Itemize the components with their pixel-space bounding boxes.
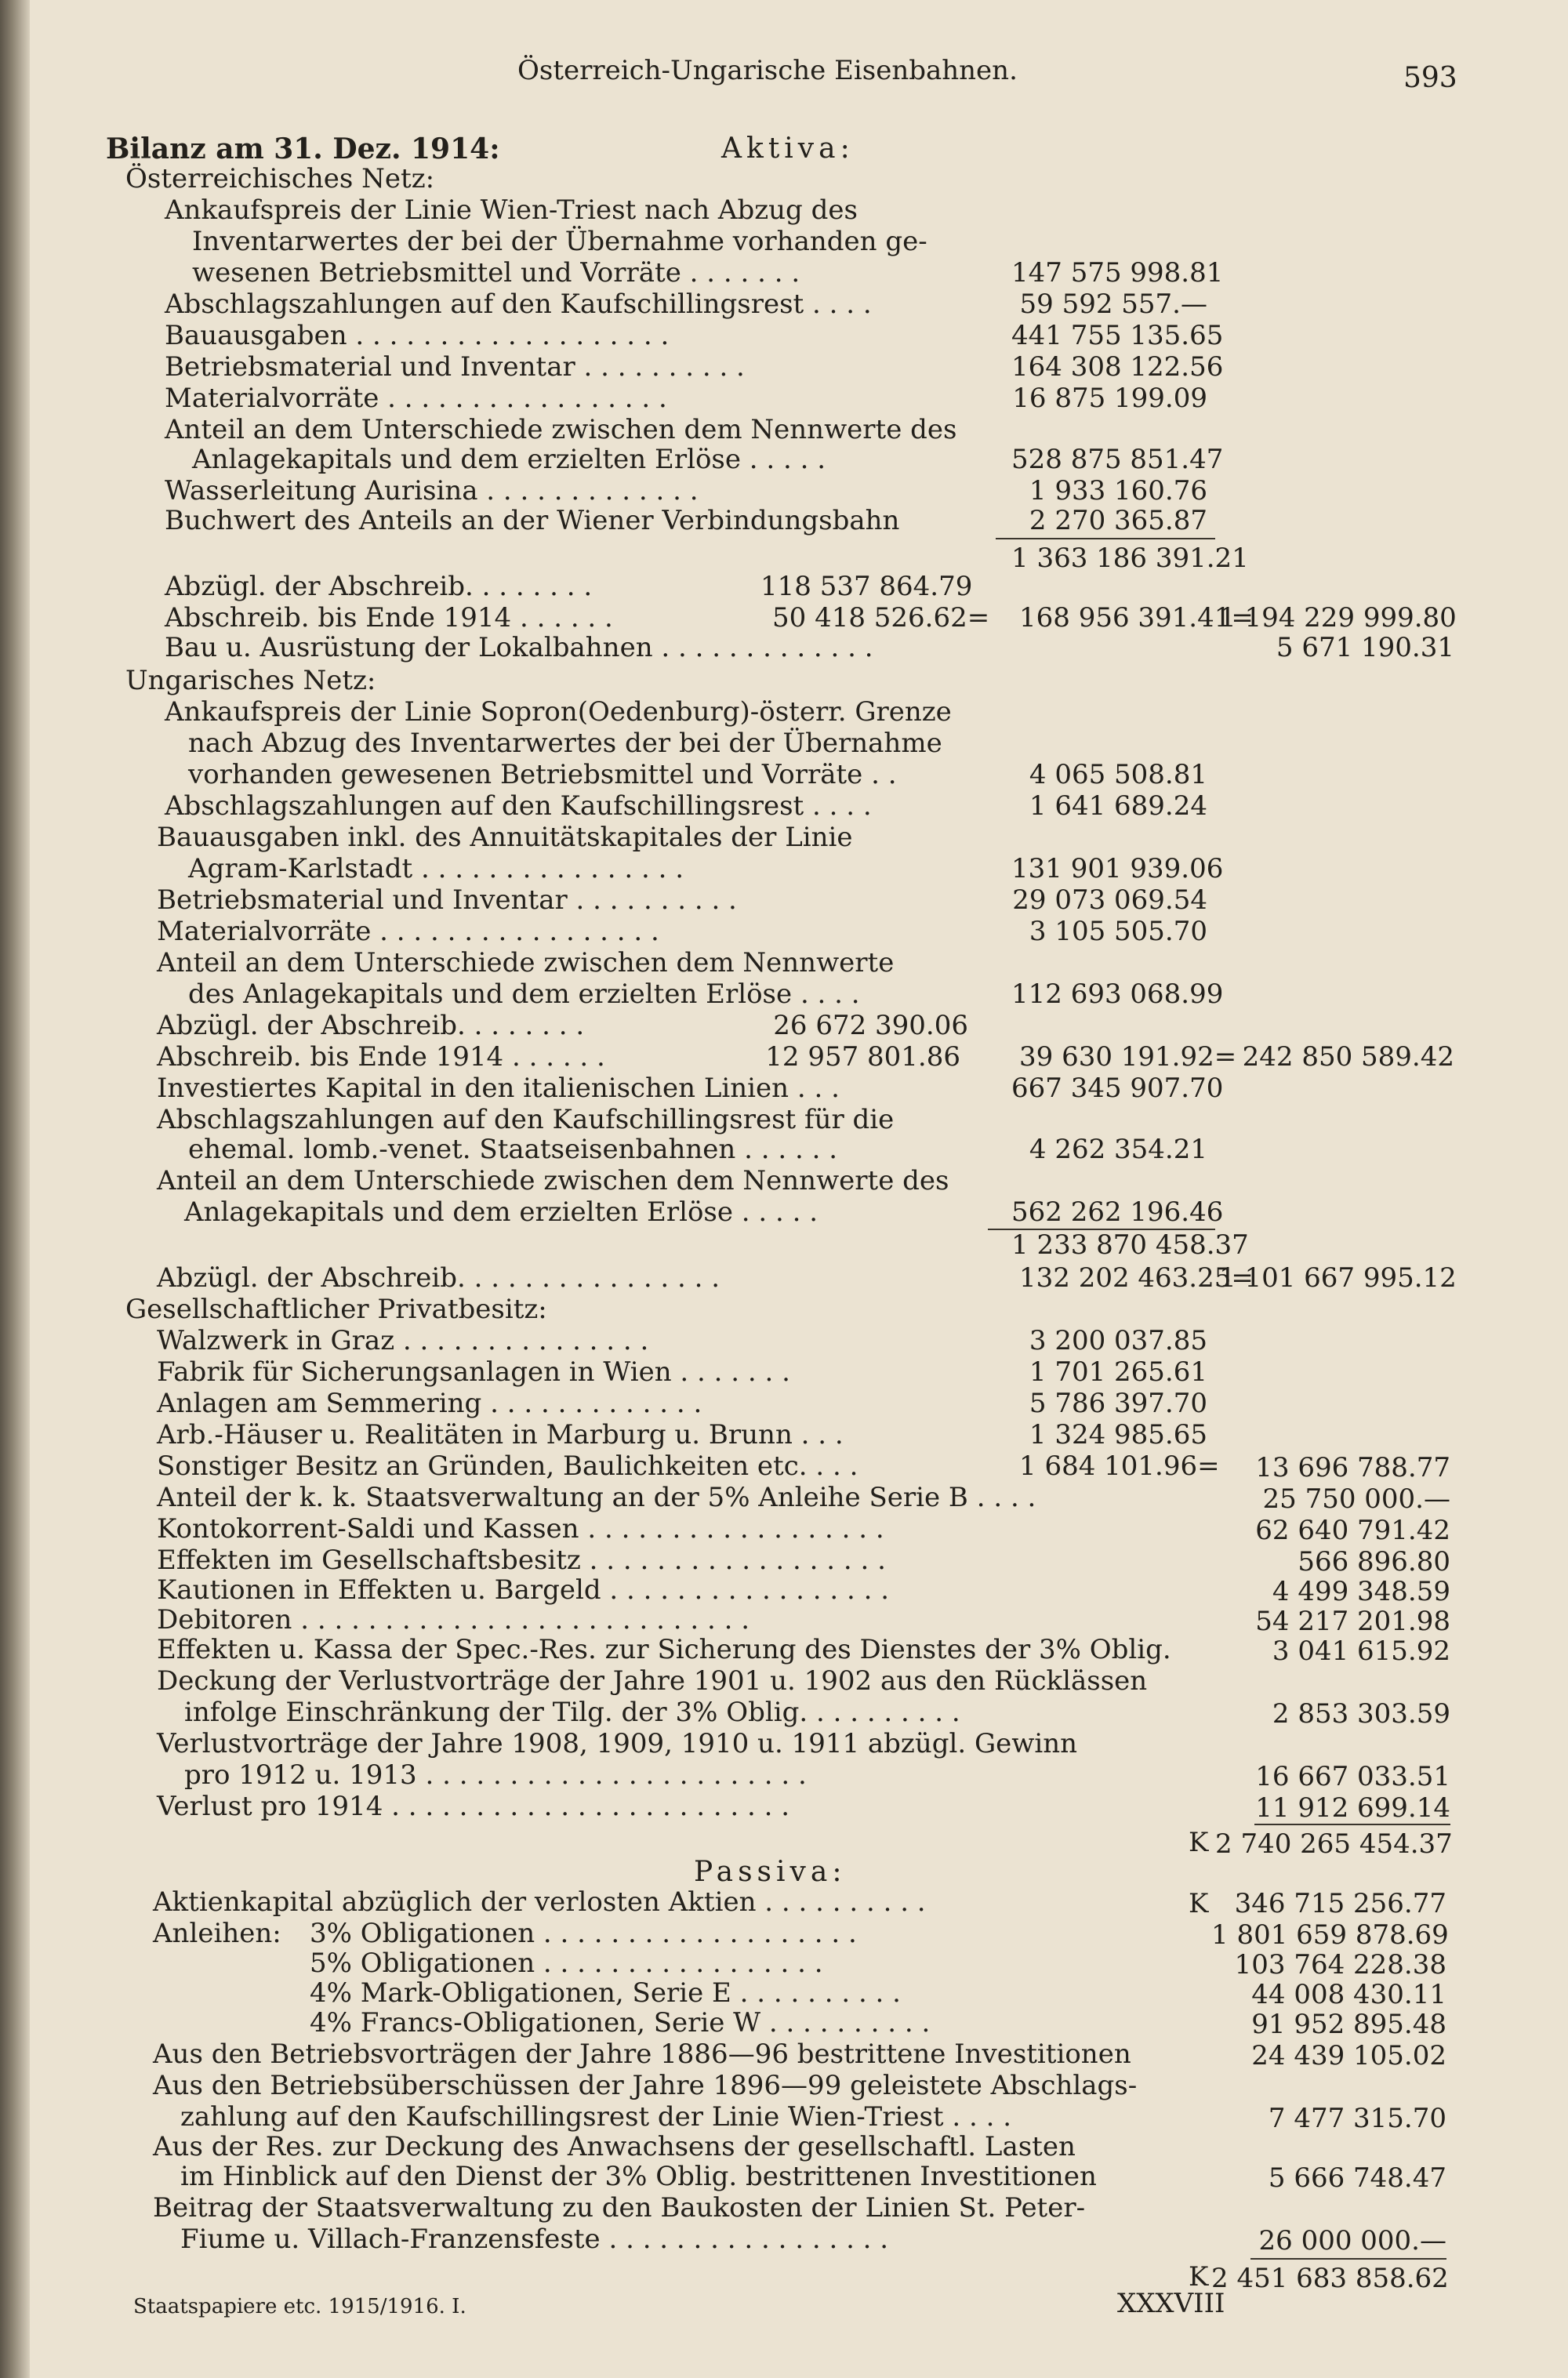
line-text: Abzügl. der Abschreib. . . . . . . . . . . . . . . .	[157, 1262, 720, 1294]
aktiva-heading: Aktiva:	[721, 133, 855, 165]
line-text: Verlust pro 1914 . . . . . . . . . . . . . . . . . . . . . . . .	[157, 1791, 790, 1822]
sum-rule	[1254, 1824, 1450, 1825]
line-value: 16 667 033.51	[1255, 1761, 1450, 1792]
page-number: 593	[1403, 62, 1457, 94]
line-value: 168 956 391.41=	[1019, 602, 1254, 634]
line-text: zahlung auf den Kaufschillingsrest der Linie Wien-Triest . . . .	[180, 2101, 1012, 2133]
line-value: 1 933 160.76	[1029, 475, 1207, 506]
line-value: 59 592 557.—	[1019, 289, 1207, 320]
line-text: Abschreib. bis Ende 1914 . . . . . .	[157, 1041, 605, 1073]
line-text: Beitrag der Staatsverwaltung zu den Baukosten der Linien St. Peter-	[153, 2192, 1086, 2224]
line-value: 3 041 615.92	[1272, 1636, 1450, 1667]
line-value: 4 499 348.59	[1272, 1576, 1450, 1607]
line-value: 62 640 791.42	[1255, 1515, 1450, 1546]
line-text: Anteil an dem Unterschiede zwischen dem Nennwerte	[157, 947, 895, 978]
line-text: Anleihen:	[153, 1918, 281, 1949]
line-text: Abschlagszahlungen auf den Kaufschillingsrest . . . .	[165, 790, 872, 822]
line-value: 147 575 998.81	[1011, 257, 1224, 289]
line-value: 5 666 748.47	[1268, 2162, 1446, 2194]
line-value: 131 901 939.06	[1011, 853, 1224, 884]
line-value: 13 696 788.77	[1255, 1452, 1450, 1483]
line-value: 164 308 122.56	[1011, 351, 1224, 383]
passiva-heading: Passiva:	[694, 1856, 847, 1888]
line-text: Anteil an dem Unterschiede zwischen dem Nennwerte des	[157, 1165, 949, 1196]
line-value: 11 912 699.14	[1255, 1792, 1450, 1824]
line-value: 1 194 229 999.80	[1219, 602, 1457, 634]
line-value: 5 671 190.31	[1276, 632, 1454, 663]
line-text: Bauausgaben inkl. des Annuitätskapitales der Linie	[157, 822, 853, 853]
line-value: 4 262 354.21	[1029, 1134, 1207, 1165]
line-text: Agram-Karlstadt . . . . . . . . . . . . . . . .	[188, 853, 684, 884]
line-value: 1 363 186 391.21	[1011, 543, 1249, 574]
line-text: Betriebsmaterial und Inventar . . . . . . . . . .	[157, 884, 737, 916]
line-text: Effekten u. Kassa der Spec.-Res. zur Sicherung des Dienstes der 3% Oblig.	[157, 1634, 1171, 1665]
line-text: Wasserleitung Aurisina . . . . . . . . . . . . .	[165, 475, 699, 506]
section-heading: Ungarisches Netz:	[125, 665, 376, 696]
line-text: wesenen Betriebsmittel und Vorräte . . . . . . .	[192, 257, 800, 289]
section-heading: Gesellschaftlicher Privatbesitz:	[125, 1294, 547, 1325]
line-text: Anteil an dem Unterschiede zwischen dem Nennwerte des	[165, 414, 957, 445]
line-text: Fiume u. Villach-Franzensfeste . . . . . . . . . . . . . . . . .	[180, 2224, 889, 2255]
line-text: Anlagekapitals und dem erzielten Erlöse . . . . .	[184, 1196, 818, 1228]
line-value: 3 200 037.85	[1029, 1325, 1207, 1356]
line-text: Aus den Betriebsvorträgen der Jahre 1886—96 bestrittene Investitionen	[153, 2039, 1131, 2070]
page-edge	[0, 0, 30, 2378]
line-value: 118 537 864.79	[760, 571, 973, 602]
line-text: Ankaufspreis der Linie Sopron(Oedenburg)-österr. Grenze	[165, 696, 952, 728]
line-value: 39 630 191.92=	[1019, 1041, 1237, 1073]
line-text: Anlagekapitals und dem erzielten Erlöse . . . . .	[192, 444, 826, 475]
line-value: 103 764 228.38	[1234, 1949, 1446, 1980]
line-text: Verlustvorträge der Jahre 1908, 1909, 1910 u. 1911 abzügl. Gewinn	[157, 1728, 1078, 1759]
line-text: Abzügl. der Abschreib. . . . . . . .	[165, 571, 593, 602]
line-text: infolge Einschränkung der Tilg. der 3% Oblig. . . . . . . . . .	[184, 1697, 960, 1728]
line-text: Anteil der k. k. Staatsverwaltung an der 5% Anleihe Serie B . . . .	[157, 1482, 1036, 1513]
line-text: Walzwerk in Graz . . . . . . . . . . . . . . .	[157, 1325, 649, 1356]
line-text: Anlagen am Semmering . . . . . . . . . . . . .	[157, 1388, 702, 1419]
line-value: 1 233 870 458.37	[1011, 1229, 1249, 1261]
line-text: Aus der Res. zur Deckung des Anwachsens der gesellschaftl. Lasten	[153, 2131, 1076, 2162]
passiva-total: 2 451 683 858.62	[1211, 2263, 1449, 2294]
line-value: 26 000 000.—	[1258, 2225, 1446, 2256]
line-text: im Hinblick auf den Dienst der 3% Oblig. bestrittenen Investitionen	[180, 2161, 1097, 2192]
line-text: Betriebsmaterial und Inventar . . . . . . . . . .	[165, 351, 745, 383]
currency-mark: K	[1189, 1827, 1209, 1858]
line-text: Bauausgaben . . . . . . . . . . . . . . . . . . .	[165, 320, 670, 351]
line-text: Kontokorrent-Saldi und Kassen . . . . . . . . . . . . . . . . . .	[157, 1513, 884, 1545]
line-value: 441 755 135.65	[1011, 320, 1224, 351]
line-text: Investiertes Kapital in den italienischen Linien . . .	[157, 1073, 840, 1104]
line-value: 50 418 526.62=	[772, 602, 990, 634]
line-value: 12 957 801.86	[765, 1041, 960, 1073]
line-value: 1 701 265.61	[1029, 1356, 1207, 1388]
line-value: 54 217 201.98	[1255, 1606, 1450, 1637]
line-text: Inventarwertes der bei der Übernahme vorhanden ge-	[192, 226, 927, 257]
running-head: Österreich-Ungarische Eisenbahnen.	[517, 55, 1018, 86]
line-value: 346 715 256.77	[1234, 1888, 1446, 1919]
line-value: 566 896.80	[1298, 1546, 1450, 1577]
line-value: 25 750 000.—	[1262, 1483, 1450, 1515]
line-text: des Anlagekapitals und dem erzielten Erlöse . . . .	[188, 978, 860, 1010]
sum-rule	[1250, 2258, 1446, 2260]
line-text: nach Abzug des Inventarwertes der bei der Übernahme	[188, 728, 942, 759]
line-text: 3% Obligationen . . . . . . . . . . . . . . . . . . .	[310, 1918, 857, 1949]
line-value: 2 270 365.87	[1029, 505, 1207, 536]
line-text: Deckung der Verlustvorträge der Jahre 1901 u. 1902 aus den Rücklässen	[157, 1665, 1148, 1697]
line-value: 16 875 199.09	[1012, 383, 1207, 414]
line-text: Debitoren . . . . . . . . . . . . . . . . . . . . . . . . . . .	[157, 1604, 750, 1636]
line-text: Abschlagszahlungen auf den Kaufschillingsrest . . . .	[165, 289, 872, 320]
currency-mark: K	[1189, 1888, 1209, 1919]
line-text: ehemal. lomb.-venet. Staatseisenbahnen . . . . . .	[188, 1134, 838, 1165]
line-text: Abschreib. bis Ende 1914 . . . . . .	[165, 602, 613, 634]
sum-rule	[996, 538, 1215, 539]
line-text: 5% Obligationen . . . . . . . . . . . . . . . . .	[310, 1948, 823, 1979]
currency-mark: K	[1189, 2261, 1209, 2293]
line-value: 1 324 985.65	[1029, 1419, 1207, 1450]
line-value: 44 008 430.11	[1251, 1979, 1446, 2010]
line-text: Kautionen in Effekten u. Bargeld . . . . . . . . . . . . . . . . .	[157, 1574, 890, 1606]
line-text: 4% Francs-Obligationen, Serie W . . . . . . . . . .	[310, 2007, 931, 2039]
line-value: 132 202 463.25=	[1019, 1262, 1254, 1294]
line-text: Sonstiger Besitz an Gründen, Baulichkeiten etc. . . .	[157, 1450, 858, 1482]
line-value: 1 801 659 878.69	[1211, 1919, 1449, 1951]
line-value: 5 786 397.70	[1029, 1388, 1207, 1419]
line-value: 3 105 505.70	[1029, 916, 1207, 947]
line-value: 91 952 895.48	[1251, 2009, 1446, 2040]
line-text: Arb.-Häuser u. Realitäten in Marburg u. Brunn . . .	[157, 1419, 844, 1450]
line-value: 242 850 589.42	[1242, 1041, 1454, 1073]
line-text: Abschlagszahlungen auf den Kaufschillingsrest für die	[157, 1104, 895, 1135]
line-text: Materialvorräte . . . . . . . . . . . . . . . . .	[157, 916, 659, 947]
aktiva-total: 2 740 265 454.37	[1215, 1828, 1453, 1860]
line-text: Aus den Betriebsüberschüssen der Jahre 1896—99 geleistete Abschlags-	[153, 2070, 1138, 2101]
line-value: 29 073 069.54	[1012, 884, 1207, 916]
line-value: 1 101 667 995.12	[1219, 1262, 1457, 1294]
line-value: 528 875 851.47	[1011, 444, 1224, 475]
balance-heading: Bilanz am 31. Dez. 1914:	[106, 133, 500, 165]
line-text: Aktienkapital abzüglich der verlosten Aktien . . . . . . . . . .	[153, 1886, 926, 1918]
line-text: Materialvorräte . . . . . . . . . . . . . . . . .	[165, 383, 667, 414]
footer-note: Staatspapiere etc. 1915/1916. I.	[133, 2295, 466, 2318]
line-value: 1 684 101.96=	[1019, 1450, 1220, 1482]
line-text: 4% Mark-Obligationen, Serie E . . . . . . . . . .	[310, 1977, 901, 2009]
line-text: pro 1912 u. 1913 . . . . . . . . . . . . . . . . . . . . . . .	[184, 1759, 807, 1791]
line-value: 1 641 689.24	[1029, 790, 1207, 822]
line-value: 24 439 105.02	[1251, 2040, 1446, 2071]
line-text: Buchwert des Anteils an der Wiener Verbindungsbahn	[165, 505, 900, 536]
line-value: 112 693 068.99	[1011, 978, 1224, 1010]
signature-mark: XXXVIII	[1117, 2288, 1225, 2319]
line-text: Fabrik für Sicherungsanlagen in Wien . . . . . . .	[157, 1356, 790, 1388]
line-value: 26 672 390.06	[773, 1010, 968, 1041]
line-text: Abzügl. der Abschreib. . . . . . . .	[157, 1010, 585, 1041]
line-value: 2 853 303.59	[1272, 1698, 1450, 1730]
line-text: Ankaufspreis der Linie Wien-Triest nach Abzug des	[165, 194, 858, 226]
line-value: 4 065 508.81	[1029, 759, 1207, 790]
line-text: vorhanden gewesenen Betriebsmittel und Vorräte . .	[188, 759, 897, 790]
line-value: 667 345 907.70	[1011, 1073, 1224, 1104]
line-value: 7 477 315.70	[1268, 2103, 1446, 2134]
line-value: 562 262 196.46	[1011, 1196, 1224, 1228]
section-heading: Österreichisches Netz:	[125, 163, 435, 194]
line-text: Effekten im Gesellschaftsbesitz . . . . . . . . . . . . . . . . . .	[157, 1545, 886, 1576]
line-text: Bau u. Ausrüstung der Lokalbahnen . . . . . . . . . . . . .	[165, 632, 873, 663]
